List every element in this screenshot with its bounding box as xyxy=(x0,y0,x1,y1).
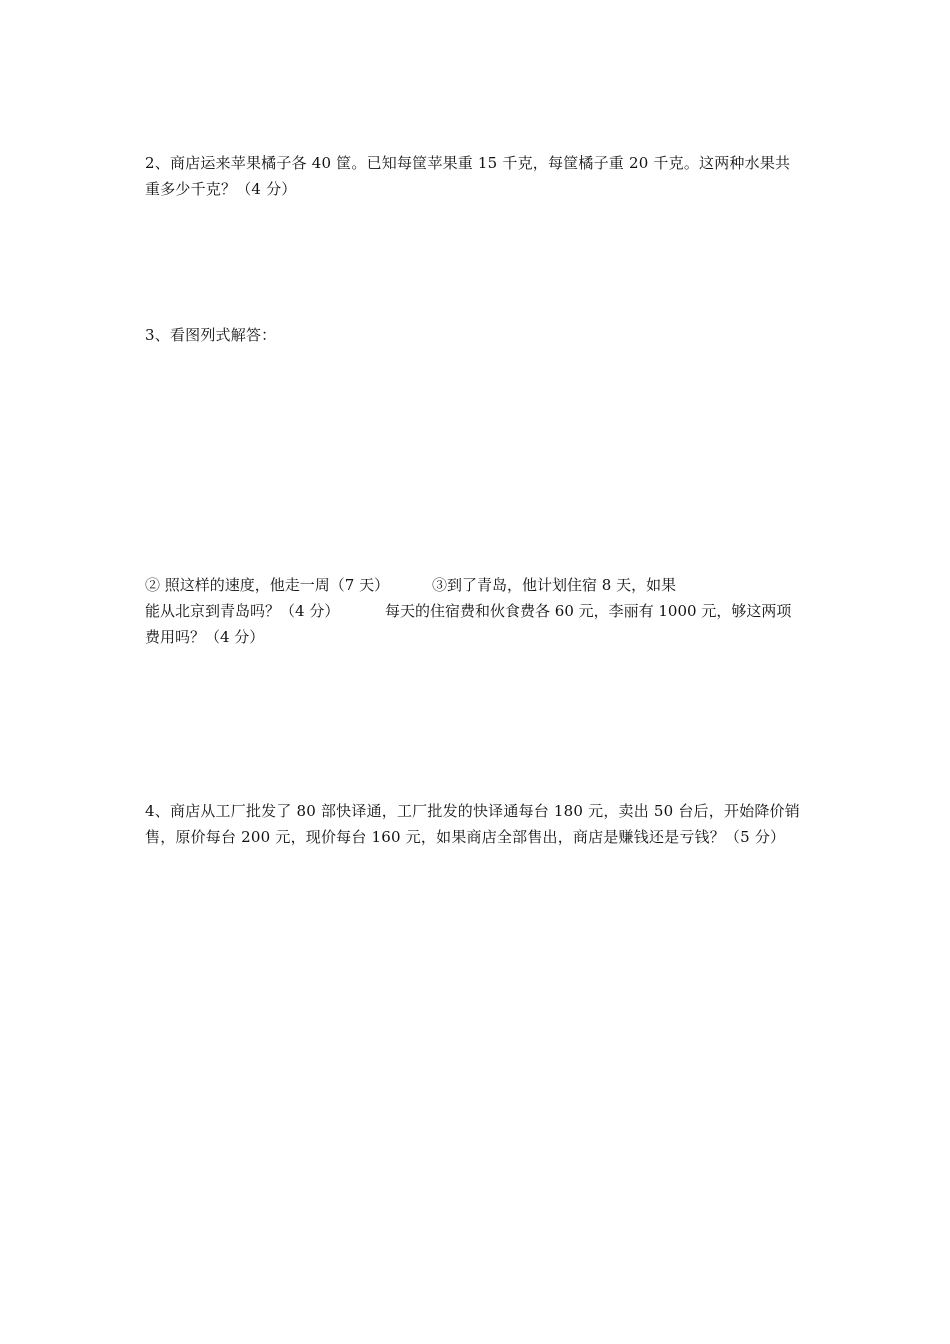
subquestion-row-2 xyxy=(145,598,810,624)
subquestion-3-line-1: ③到了青岛，他计划住宿 8 天，如果 xyxy=(432,576,677,594)
subquestion-row-1 xyxy=(145,572,810,598)
question-2-line-2: 重多少千克？（4 分） xyxy=(145,180,297,198)
question-2-line-1: 2、商店运来苹果橘子各 40 筐。已知每筐苹果重 15 千克，每筐橘子重 20 千克。这两种水果共 xyxy=(145,154,791,172)
subquestion-2-line-2: 能从北京到青岛吗？（4 分） xyxy=(145,602,340,620)
question-4 xyxy=(145,798,810,850)
subquestion-2-line-1: ② 照这样的速度，他走一周（7 天） xyxy=(145,576,390,594)
subquestion-3-line-3: 费用吗？（4 分） xyxy=(145,628,265,646)
subquestion-row-3 xyxy=(145,624,810,650)
question-3-title: 3、看图列式解答： xyxy=(145,326,277,344)
question-4-line-1: 4、商店从工厂批发了 80 部快译通，工厂批发的快译通每台 180 元，卖出 50 台后，开始降价销 xyxy=(145,802,800,820)
question-2 xyxy=(145,150,810,202)
subquestion-3-line-2: 每天的住宿费和伙食费各 60 元，李丽有 1000 元，够这两项 xyxy=(385,602,792,620)
question-3-subquestions xyxy=(145,572,810,650)
question-3 xyxy=(145,322,810,348)
question-4-line-2: 售，原价每台 200 元，现价每台 160 元，如果商店全部售出，商店是赚钱还是亏钱？（5 分） xyxy=(145,828,786,846)
